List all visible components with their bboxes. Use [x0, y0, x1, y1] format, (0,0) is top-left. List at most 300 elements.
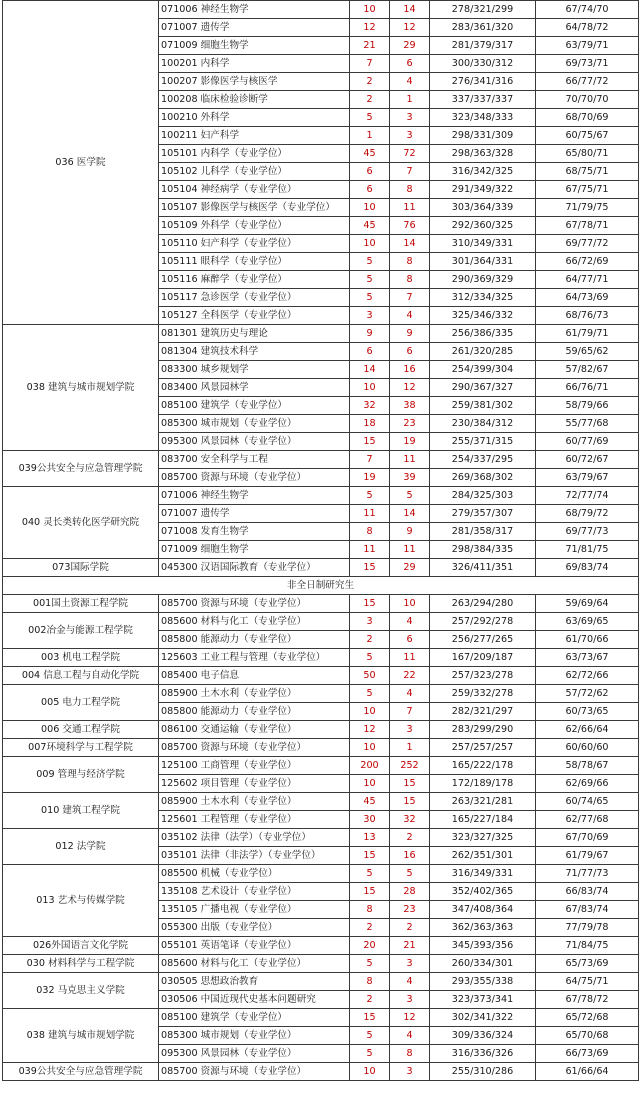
plan-count: 45	[350, 217, 390, 235]
admit-count: 6	[390, 631, 430, 649]
politics-score-range: 69/83/74	[536, 559, 639, 577]
college-name: 009 管理与经济学院	[3, 757, 159, 793]
plan-count: 50	[350, 667, 390, 685]
major-name: 085900 土木水利（专业学位）	[159, 793, 350, 811]
admit-count: 11	[390, 541, 430, 559]
admit-count: 16	[390, 847, 430, 865]
major-name: 105102 儿科学（专业学位）	[159, 163, 350, 181]
admit-count: 3	[390, 955, 430, 973]
politics-score-range: 70/70/70	[536, 91, 639, 109]
total-score-range: 283/299/290	[430, 721, 536, 739]
admit-count: 2	[390, 829, 430, 847]
college-name: 006 交通工程学院	[3, 721, 159, 739]
table-row	[3, 757, 639, 775]
politics-score-range: 59/65/62	[536, 343, 639, 361]
total-score-range: 165/227/184	[430, 811, 536, 829]
major-name: 085700 资源与环境（专业学位）	[159, 1063, 350, 1081]
table-row	[3, 1009, 639, 1027]
college-name: 073国际学院	[3, 559, 159, 577]
admit-count: 11	[390, 649, 430, 667]
total-score-range: 300/330/312	[430, 55, 536, 73]
major-name: 081304 建筑技术科学	[159, 343, 350, 361]
major-name: 105110 妇产科学（专业学位）	[159, 235, 350, 253]
total-score-range: 316/336/326	[430, 1045, 536, 1063]
table-row	[3, 829, 639, 847]
total-score-range: 256/277/265	[430, 631, 536, 649]
total-score-range: 303/364/339	[430, 199, 536, 217]
major-name: 071006 神经生物学	[159, 1, 350, 19]
politics-score-range: 64/75/71	[536, 973, 639, 991]
admit-count: 3	[390, 109, 430, 127]
total-score-range: 298/331/309	[430, 127, 536, 145]
total-score-range: 345/393/356	[430, 937, 536, 955]
politics-score-range: 69/73/71	[536, 55, 639, 73]
politics-score-range: 63/79/67	[536, 469, 639, 487]
major-name: 125602 项目管理（专业学位）	[159, 775, 350, 793]
total-score-range: 291/349/322	[430, 181, 536, 199]
admit-count: 23	[390, 415, 430, 433]
total-score-range: 255/371/315	[430, 433, 536, 451]
plan-count: 10	[350, 199, 390, 217]
politics-score-range: 63/79/71	[536, 37, 639, 55]
plan-count: 7	[350, 451, 390, 469]
plan-count: 5	[350, 253, 390, 271]
plan-count: 8	[350, 973, 390, 991]
plan-count: 9	[350, 325, 390, 343]
college-name: 001国土资源工程学院	[3, 595, 159, 613]
table-row	[3, 1063, 639, 1081]
major-name: 081301 建筑历史与理论	[159, 325, 350, 343]
total-score-range: 276/341/316	[430, 73, 536, 91]
college-name: 026外国语言文化学院	[3, 937, 159, 955]
politics-score-range: 65/70/68	[536, 1027, 639, 1045]
major-name: 083300 城乡规划学	[159, 361, 350, 379]
admit-count: 29	[390, 37, 430, 55]
major-name: 105109 外科学（专业学位）	[159, 217, 350, 235]
total-score-range: 323/327/325	[430, 829, 536, 847]
major-name: 085500 机械（专业学位）	[159, 865, 350, 883]
plan-count: 3	[350, 307, 390, 325]
college-name: 030 材料科学与工程学院	[3, 955, 159, 973]
admit-count: 21	[390, 937, 430, 955]
total-score-range: 263/321/281	[430, 793, 536, 811]
admit-count: 22	[390, 667, 430, 685]
major-name: 045300 汉语国际教育（专业学位）	[159, 559, 350, 577]
admit-count: 1	[390, 739, 430, 757]
admit-count: 14	[390, 1, 430, 19]
politics-score-range: 61/79/67	[536, 847, 639, 865]
college-name: 036 医学院	[3, 1, 159, 325]
college-name: 005 电力工程学院	[3, 685, 159, 721]
politics-score-range: 62/72/66	[536, 667, 639, 685]
major-name: 105117 急诊医学（专业学位）	[159, 289, 350, 307]
major-name: 085100 建筑学（专业学位）	[159, 397, 350, 415]
politics-score-range: 67/70/69	[536, 829, 639, 847]
total-score-range: 257/257/257	[430, 739, 536, 757]
admit-count: 19	[390, 433, 430, 451]
major-name: 105107 影像医学与核医学（专业学位）	[159, 199, 350, 217]
admit-count: 23	[390, 901, 430, 919]
table-row	[3, 487, 639, 505]
politics-score-range: 67/78/72	[536, 991, 639, 1009]
table-row	[3, 613, 639, 631]
admit-count: 5	[390, 865, 430, 883]
plan-count: 200	[350, 757, 390, 775]
table-row	[3, 667, 639, 685]
major-name: 125603 工业工程与管理（专业学位）	[159, 649, 350, 667]
major-name: 085400 电子信息	[159, 667, 350, 685]
politics-score-range: 65/72/68	[536, 1009, 639, 1027]
total-score-range: 165/222/178	[430, 757, 536, 775]
admit-count: 16	[390, 361, 430, 379]
politics-score-range: 71/84/75	[536, 937, 639, 955]
admit-count: 15	[390, 793, 430, 811]
total-score-range: 337/337/337	[430, 91, 536, 109]
total-score-range: 316/342/325	[430, 163, 536, 181]
plan-count: 30	[350, 811, 390, 829]
major-name: 055101 英语笔译（专业学位）	[159, 937, 350, 955]
table-body	[3, 1, 639, 1081]
college-name: 039公共安全与应急管理学院	[3, 1063, 159, 1081]
total-score-range: 282/321/297	[430, 703, 536, 721]
plan-count: 15	[350, 433, 390, 451]
total-score-range: 255/310/286	[430, 1063, 536, 1081]
major-name: 085800 能源动力（专业学位）	[159, 703, 350, 721]
politics-score-range: 59/69/64	[536, 595, 639, 613]
admit-count: 72	[390, 145, 430, 163]
politics-score-range: 69/77/72	[536, 235, 639, 253]
plan-count: 20	[350, 937, 390, 955]
table-row	[3, 937, 639, 955]
total-score-range: 316/349/331	[430, 865, 536, 883]
admit-count: 5	[390, 487, 430, 505]
politics-score-range: 64/77/71	[536, 271, 639, 289]
politics-score-range: 61/79/71	[536, 325, 639, 343]
plan-count: 15	[350, 847, 390, 865]
major-name: 100208 临床检验诊断学	[159, 91, 350, 109]
plan-count: 10	[350, 739, 390, 757]
table-row	[3, 793, 639, 811]
admit-count: 8	[390, 181, 430, 199]
admit-count: 8	[390, 1045, 430, 1063]
major-name: 105116 麻醉学（专业学位）	[159, 271, 350, 289]
admit-count: 9	[390, 523, 430, 541]
college-name: 003 机电工程学院	[3, 649, 159, 667]
admit-count: 14	[390, 505, 430, 523]
admit-count: 252	[390, 757, 430, 775]
college-name: 007环境科学与工程学院	[3, 739, 159, 757]
major-name: 085300 城市规划（专业学位）	[159, 415, 350, 433]
admit-count: 4	[390, 685, 430, 703]
major-name: 100207 影像医学与核医学	[159, 73, 350, 91]
table-row	[3, 595, 639, 613]
major-name: 085700 资源与环境（专业学位）	[159, 595, 350, 613]
admit-count: 4	[390, 307, 430, 325]
total-score-range: 290/369/329	[430, 271, 536, 289]
admit-count: 6	[390, 343, 430, 361]
plan-count: 11	[350, 505, 390, 523]
admit-count: 7	[390, 289, 430, 307]
plan-count: 18	[350, 415, 390, 433]
plan-count: 11	[350, 541, 390, 559]
politics-score-range: 57/82/67	[536, 361, 639, 379]
plan-count: 10	[350, 703, 390, 721]
plan-count: 45	[350, 793, 390, 811]
college-name: 010 建筑工程学院	[3, 793, 159, 829]
plan-count: 15	[350, 883, 390, 901]
admit-count: 11	[390, 451, 430, 469]
admit-count: 7	[390, 703, 430, 721]
major-name: 071008 发育生物学	[159, 523, 350, 541]
politics-score-range: 61/70/66	[536, 631, 639, 649]
plan-count: 2	[350, 73, 390, 91]
table-row	[3, 955, 639, 973]
major-name: 071009 细胞生物学	[159, 541, 350, 559]
major-name: 085600 材料与化工（专业学位）	[159, 955, 350, 973]
politics-score-range: 66/77/72	[536, 73, 639, 91]
total-score-range: 259/332/278	[430, 685, 536, 703]
politics-score-range: 71/79/75	[536, 199, 639, 217]
plan-count: 6	[350, 163, 390, 181]
total-score-range: 279/357/307	[430, 505, 536, 523]
politics-score-range: 58/79/66	[536, 397, 639, 415]
politics-score-range: 60/75/67	[536, 127, 639, 145]
total-score-range: 347/408/364	[430, 901, 536, 919]
plan-count: 5	[350, 1045, 390, 1063]
table-row	[3, 649, 639, 667]
plan-count: 1	[350, 127, 390, 145]
admit-count: 3	[390, 1063, 430, 1081]
admit-count: 7	[390, 163, 430, 181]
plan-count: 12	[350, 19, 390, 37]
plan-count: 32	[350, 397, 390, 415]
total-score-range: 262/351/301	[430, 847, 536, 865]
admit-count: 1	[390, 91, 430, 109]
college-name: 002冶金与能源工程学院	[3, 613, 159, 649]
total-score-range: 260/334/301	[430, 955, 536, 973]
admit-count: 9	[390, 325, 430, 343]
total-score-range: 257/292/278	[430, 613, 536, 631]
politics-score-range: 65/73/69	[536, 955, 639, 973]
total-score-range: 259/381/302	[430, 397, 536, 415]
total-score-range: 325/346/332	[430, 307, 536, 325]
total-score-range: 323/348/333	[430, 109, 536, 127]
admit-count: 3	[390, 127, 430, 145]
politics-score-range: 66/72/69	[536, 253, 639, 271]
admit-count: 76	[390, 217, 430, 235]
plan-count: 15	[350, 1009, 390, 1027]
admit-count: 39	[390, 469, 430, 487]
major-name: 125100 工商管理（专业学位）	[159, 757, 350, 775]
major-name: 095300 风景园林（专业学位）	[159, 1045, 350, 1063]
politics-score-range: 60/60/60	[536, 739, 639, 757]
politics-score-range: 68/75/71	[536, 163, 639, 181]
plan-count: 7	[350, 55, 390, 73]
plan-count: 10	[350, 1063, 390, 1081]
plan-count: 5	[350, 289, 390, 307]
plan-count: 3	[350, 613, 390, 631]
politics-score-range: 60/77/69	[536, 433, 639, 451]
politics-score-range: 69/77/73	[536, 523, 639, 541]
college-name: 032 马克思主义学院	[3, 973, 159, 1009]
politics-score-range: 60/73/65	[536, 703, 639, 721]
major-name: 105104 神经病学（专业学位）	[159, 181, 350, 199]
table-row	[3, 739, 639, 757]
major-name: 035101 法律（非法学）（专业学位）	[159, 847, 350, 865]
politics-score-range: 66/73/69	[536, 1045, 639, 1063]
major-name: 071006 神经生物学	[159, 487, 350, 505]
plan-count: 8	[350, 523, 390, 541]
admit-count: 11	[390, 199, 430, 217]
major-name: 085300 城市规划（专业学位）	[159, 1027, 350, 1045]
politics-score-range: 62/66/64	[536, 721, 639, 739]
major-name: 135108 艺术设计（专业学位）	[159, 883, 350, 901]
politics-score-range: 65/80/71	[536, 145, 639, 163]
table-row	[3, 451, 639, 469]
plan-count: 15	[350, 559, 390, 577]
table-row	[3, 721, 639, 739]
college-name: 004 信息工程与自动化学院	[3, 667, 159, 685]
total-score-range: 256/386/335	[430, 325, 536, 343]
politics-score-range: 66/83/74	[536, 883, 639, 901]
table-row	[3, 865, 639, 883]
plan-count: 2	[350, 991, 390, 1009]
plan-count: 10	[350, 1, 390, 19]
politics-score-range: 58/78/67	[536, 757, 639, 775]
major-name: 100201 内科学	[159, 55, 350, 73]
plan-count: 5	[350, 487, 390, 505]
total-score-range: 284/325/303	[430, 487, 536, 505]
total-score-range: 278/321/299	[430, 1, 536, 19]
politics-score-range: 66/76/71	[536, 379, 639, 397]
college-name: 039公共安全与应急管理学院	[3, 451, 159, 487]
admit-count: 4	[390, 1027, 430, 1045]
politics-score-range: 63/73/67	[536, 649, 639, 667]
politics-score-range: 67/78/71	[536, 217, 639, 235]
major-name: 085600 材料与化工（专业学位）	[159, 613, 350, 631]
major-name: 135105 广播电视（专业学位）	[159, 901, 350, 919]
major-name: 035102 法律（法学）（专业学位）	[159, 829, 350, 847]
plan-count: 14	[350, 361, 390, 379]
admit-count: 15	[390, 775, 430, 793]
total-score-range: 298/384/335	[430, 541, 536, 559]
admit-count: 12	[390, 19, 430, 37]
admit-count: 3	[390, 721, 430, 739]
plan-count: 2	[350, 91, 390, 109]
admit-count: 2	[390, 919, 430, 937]
major-name: 105111 眼科学（专业学位）	[159, 253, 350, 271]
major-name: 105101 内科学（专业学位）	[159, 145, 350, 163]
plan-count: 10	[350, 235, 390, 253]
total-score-range: 362/363/363	[430, 919, 536, 937]
major-name: 125601 工程管理（专业学位）	[159, 811, 350, 829]
total-score-range: 263/294/280	[430, 595, 536, 613]
admit-count: 4	[390, 73, 430, 91]
major-name: 085700 资源与环境（专业学位）	[159, 739, 350, 757]
politics-score-range: 60/72/67	[536, 451, 639, 469]
total-score-range: 230/384/312	[430, 415, 536, 433]
admit-count: 8	[390, 271, 430, 289]
plan-count: 5	[350, 865, 390, 883]
total-score-range: 269/368/302	[430, 469, 536, 487]
total-score-range: 312/334/325	[430, 289, 536, 307]
major-name: 083700 安全科学与工程	[159, 451, 350, 469]
total-score-range: 281/379/317	[430, 37, 536, 55]
major-name: 100211 妇产科学	[159, 127, 350, 145]
politics-score-range: 57/72/62	[536, 685, 639, 703]
politics-score-range: 67/74/70	[536, 1, 639, 19]
plan-count: 5	[350, 271, 390, 289]
table-row	[3, 1, 639, 19]
admit-count: 4	[390, 613, 430, 631]
section-label: 非全日制研究生	[3, 577, 639, 595]
major-name: 085900 土木水利（专业学位）	[159, 685, 350, 703]
table-row	[3, 973, 639, 991]
total-score-range: 281/358/317	[430, 523, 536, 541]
admit-count: 28	[390, 883, 430, 901]
admit-count: 29	[390, 559, 430, 577]
plan-count: 5	[350, 109, 390, 127]
total-score-range: 254/337/295	[430, 451, 536, 469]
major-name: 071007 遗传学	[159, 19, 350, 37]
plan-count: 8	[350, 901, 390, 919]
plan-count: 21	[350, 37, 390, 55]
admit-count: 12	[390, 379, 430, 397]
plan-count: 6	[350, 181, 390, 199]
politics-score-range: 64/78/72	[536, 19, 639, 37]
total-score-range: 302/341/322	[430, 1009, 536, 1027]
section-header-row	[3, 577, 639, 595]
admit-count: 12	[390, 1009, 430, 1027]
major-name: 071007 遗传学	[159, 505, 350, 523]
admit-count: 38	[390, 397, 430, 415]
major-name: 083400 风景园林学	[159, 379, 350, 397]
total-score-range: 326/411/351	[430, 559, 536, 577]
plan-count: 15	[350, 595, 390, 613]
politics-score-range: 77/79/78	[536, 919, 639, 937]
admit-count: 3	[390, 991, 430, 1009]
major-name: 071009 细胞生物学	[159, 37, 350, 55]
politics-score-range: 60/74/65	[536, 793, 639, 811]
college-name: 038 建筑与城市规划学院	[3, 325, 159, 451]
table-row	[3, 685, 639, 703]
plan-count: 5	[350, 685, 390, 703]
politics-score-range: 62/77/68	[536, 811, 639, 829]
plan-count: 45	[350, 145, 390, 163]
total-score-range: 293/355/338	[430, 973, 536, 991]
table-row	[3, 325, 639, 343]
major-name: 085700 资源与环境（专业学位）	[159, 469, 350, 487]
politics-score-range: 67/75/71	[536, 181, 639, 199]
major-name: 105127 全科医学（专业学位）	[159, 307, 350, 325]
plan-count: 5	[350, 955, 390, 973]
total-score-range: 283/361/320	[430, 19, 536, 37]
plan-count: 12	[350, 721, 390, 739]
politics-score-range: 61/66/64	[536, 1063, 639, 1081]
major-name: 085100 建筑学（专业学位）	[159, 1009, 350, 1027]
admit-count: 14	[390, 235, 430, 253]
total-score-range: 254/399/304	[430, 361, 536, 379]
politics-score-range: 71/77/73	[536, 865, 639, 883]
major-name: 100210 外科学	[159, 109, 350, 127]
major-name: 030505 思想政治教育	[159, 973, 350, 991]
admit-count: 10	[390, 595, 430, 613]
plan-count: 2	[350, 919, 390, 937]
total-score-range: 290/367/327	[430, 379, 536, 397]
plan-count: 5	[350, 1027, 390, 1045]
politics-score-range: 64/73/69	[536, 289, 639, 307]
college-name: 040 灵长类转化医学研究院	[3, 487, 159, 559]
